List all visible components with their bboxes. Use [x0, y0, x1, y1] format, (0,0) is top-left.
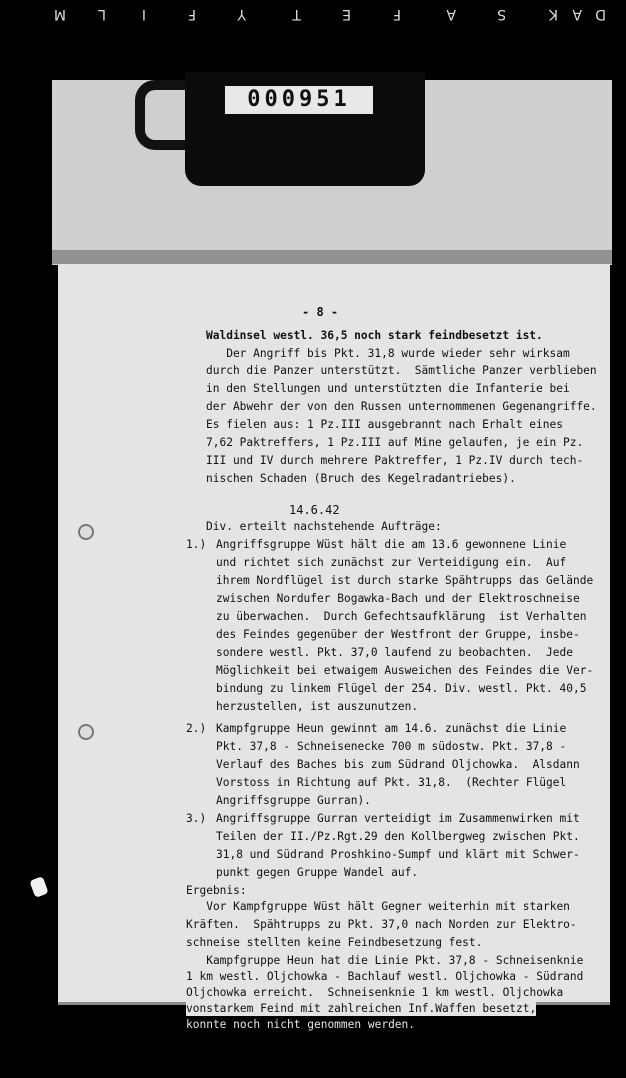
order-line: Pkt. 37,8 - Schneisenecke 700 m südostw. Pkt. 37,8 -	[216, 740, 567, 753]
film-edge-letter: F	[383, 6, 401, 22]
result-line: schneise stellten keine Feindbesetzung fest.	[186, 936, 483, 949]
order-line: ihrem Nordflügel ist durch starke Spähtrupps das Gelände	[216, 574, 594, 587]
order-line: Kampfgruppe Heun gewinnt am 14.6. zunächst die Linie	[216, 722, 567, 735]
film-mark	[29, 876, 48, 898]
frame-counter: 000951	[225, 86, 373, 114]
order-number: 2.)	[186, 722, 207, 735]
order-line: Angriffsgruppe Wüst hält die am 13.6 gewonnene Linie	[216, 538, 567, 551]
film-edge-letter: Y	[228, 6, 246, 22]
result-line: vonstarkem Feind mit zahlreichen Inf.Waffen besetzt,	[186, 1002, 537, 1015]
text-line: 7,62 Paktreffers, 1 Pz.III auf Mine gelaufen, je ein Pz.	[206, 436, 584, 449]
order-line: 31,8 und Südrand Proshkino-Sumpf und klärt mit Schwer-	[216, 848, 580, 861]
order-line: und richtet sich zunächst zur Verteidigung ein. Auf	[216, 556, 567, 569]
page-number: - 8 -	[302, 305, 339, 319]
text-line: III und IV durch mehrere Paktreffer, 1 Pz.IV durch tech-	[206, 454, 584, 467]
film-edge-letter: L	[89, 6, 106, 22]
text-line: in den Stellungen und unterstützten die Infanterie bei	[206, 382, 570, 395]
film-edge-letter: D	[586, 6, 606, 22]
text-line: Der Angriff bis Pkt. 31,8 wurde wieder sehr wirksam	[206, 347, 570, 360]
order-line: punkt gegen Gruppe Wandel auf.	[216, 866, 419, 879]
film-edge-letter: E	[333, 6, 351, 22]
result-heading: Ergebnis:	[186, 884, 247, 897]
text-line: nischen Schaden (Bruch des Kegelradantriebes).	[206, 472, 516, 485]
order-line: Verlauf des Baches bis zum Südrand Oljchowka. Alsdann	[216, 758, 580, 771]
result-line: konnte noch nicht genommen werden.	[186, 1018, 416, 1031]
order-line: Vorstoss in Richtung auf Pkt. 31,8. (Rechter Flügel	[216, 776, 567, 789]
result-line: Oljchowka erreicht. Schneisenknie 1 km westl. Oljchowka	[186, 986, 564, 999]
film-edge-letter: A	[563, 6, 582, 22]
order-line: sondere westl. Pkt. 37,0 laufend zu beobachten. Jede	[216, 646, 573, 659]
result-line: Kräften. Spähtrupps zu Pkt. 37,0 nach Norden zur Elektro-	[186, 918, 577, 931]
holder-shadow	[52, 250, 612, 264]
film-edge-letter: M	[44, 6, 66, 22]
result-line: 1 km westl. Oljchowka - Bachlauf westl. Oljchowka - Südrand	[186, 970, 584, 983]
text-line: durch die Panzer unterstützt. Sämtliche Panzer verblieben	[206, 364, 597, 377]
punch-hole	[78, 724, 94, 740]
order-line: Teilen der II./Pz.Rgt.29 den Kollbergweg zwischen Pkt.	[216, 830, 580, 843]
order-line: Angriffsgruppe Gurran).	[216, 794, 371, 807]
film-edge-letter: T	[283, 6, 301, 22]
date-heading: 14.6.42	[289, 503, 340, 517]
order-line: zu überwachen. Durch Gefechtsaufklärung ist Verhalten	[216, 610, 587, 623]
text-line: der Abwehr der von den Russen unternommenen Gegenangriffe.	[206, 400, 597, 413]
film-edge-letter: F	[178, 6, 196, 22]
order-line: des Feindes gegenüber der Westfront der Gruppe, insbe-	[216, 628, 580, 641]
film-edge-strip	[0, 0, 626, 28]
order-number: 3.)	[186, 812, 207, 825]
text-line: Waldinsel westl. 36,5 noch stark feindbesetzt ist.	[206, 329, 543, 342]
order-line: Möglichkeit bei etwaigem Ausweichen des Feindes die Ver-	[216, 664, 594, 677]
order-line: zwischen Nordufer Bogawka-Bach und der Elektroschneise	[216, 592, 580, 605]
text-line: Es fielen aus: 1 Pz.III ausgebrannt nach Erhalt eines	[206, 418, 563, 431]
punch-hole	[78, 524, 94, 540]
order-number: 1.)	[186, 538, 207, 551]
film-edge-letter: S	[488, 6, 506, 22]
order-line: Angriffsgruppe Gurran verteidigt im Zusammenwirken mit	[216, 812, 580, 825]
result-line: Vor Kampfgruppe Wüst hält Gegner weiterhin mit starken	[186, 900, 570, 913]
film-edge-letter: A	[437, 6, 456, 22]
order-line: herzustellen, ist auszunutzen.	[216, 700, 419, 713]
order-line: bindung zu linkem Flügel der 254. Div. westl. Pkt. 40,5	[216, 682, 587, 695]
result-line: Kampfgruppe Heun hat die Linie Pkt. 37,8 - Schneisenknie	[186, 954, 584, 967]
film-edge-letter: I	[132, 6, 146, 22]
intro-line: Div. erteilt nachstehende Aufträge:	[206, 520, 442, 533]
film-edge-letter: K	[539, 6, 558, 22]
